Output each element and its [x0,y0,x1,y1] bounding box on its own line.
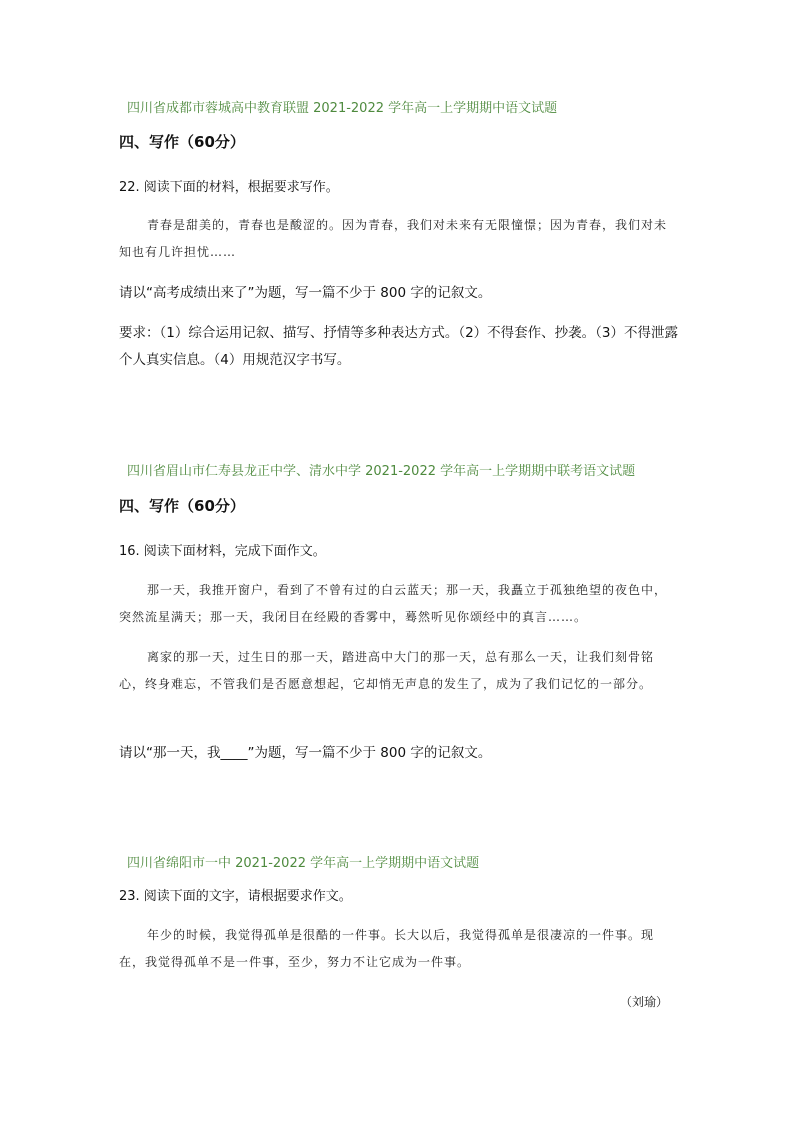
material-that-day-1: 那一天，我推开窗户，看到了不曾有过的白云蓝天；那一天，我矗立于孤独绝望的夜色中，突然流星满天；那一天，我闭目在经殿的香雾中，蓦然听见你颂经中的真言……。 [119,583,668,624]
question-16: 16. 阅读下面材料，完成下面作文。 [119,544,326,559]
essay-prompt-2: 请以“那一天，我____”为题，写一篇不少于 800 字的记叙文。 [119,745,492,761]
material-that-day-2: 离家的那一天，过生日的那一天，踏进高中大门的那一天，总有那么一天，让我们刻骨铭心，终身难忘，不管我们是否愿意想起，它却悄无声息的发生了，成为了我们记忆的一部分。 [119,650,655,691]
section-heading-writing: 四、写作（60分） [119,133,245,151]
essay-prompt-1: 请以“高考成绩出来了”为题，写一篇不少于 800 字的记叙文。 [119,285,492,301]
question-23: 23. 阅读下面的文字，请根据要求作文。 [119,889,352,904]
essay-requirements-1: 要求：（1）综合运用记叙、描写、抒情等多种表达方式。（2）不得套作、抄袭。（3）不得泄露个人真实信息。（4）用规范汉字书写。 [119,325,679,368]
source-title-meishan: 四川省眉山市仁寿县龙正中学、清水中学 2021-2022 学年高一上学期期中联考语文试题 [127,464,636,479]
material-author: （刘瑜） [619,995,668,1009]
source-title-mianyang: 四川省绵阳市一中 2021-2022 学年高一上学期期中语文试题 [127,856,480,871]
source-title-chengdu: 四川省成都市蓉城高中教育联盟 2021-2022 学年高一上学期期中语文试题 [127,101,558,116]
question-22: 22. 阅读下面的材料，根据要求写作。 [119,180,339,195]
material-loneliness: 年少的时候，我觉得孤单是很酷的一件事。长大以后，我觉得孤单是很凄凉的一件事。现在，我觉得孤单不是一件事，至少，努力不让它成为一件事。 [119,928,655,969]
material-youth: 青春是甜美的，青春也是酸涩的。因为青春，我们对未来有无限憧憬；因为青春，我们对未知也有几许担忧…… [119,218,668,259]
section-heading-writing-2: 四、写作（60分） [119,497,245,515]
